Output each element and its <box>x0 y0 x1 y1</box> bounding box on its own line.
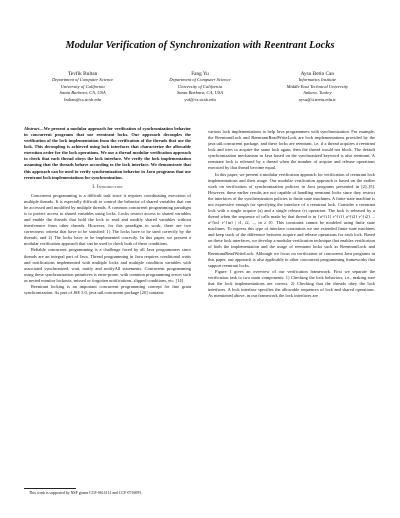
footnote-rule <box>24 488 76 489</box>
author-name: Tevfik Bultan <box>68 71 98 77</box>
author-1 <box>24 71 141 103</box>
footnote: This work is supported by NSF grants CCF-0614112 and CCF-0716095. <box>29 491 143 495</box>
body-paragraph: In this paper, we present a modular verification approach for verification of reentrant lock implementations and their usage. Our modular verification approach is based on the earlier work on verification of synchronization policies in Java programs presented in [2]–[5]. However, these earlier results are not capable of handling reentrant locks since they restrict the interfaces of the synchronization policies to finite state machines. A finite state machine is not expressive enough for specifying the interface of a reentrant lock. Consider a reentrant lock with a single acquire (a) and a single release (r) operation. The lock is released by a thread when the sequence of calls made by that thread is in {a^{i1} r^{i1} a^{i2} r^{i2} ... a^{in} r^{in} | i1, i2, ..., in ≥ 0}. This constraint cannot be modeled using finite state machines. To express this type of interface constraints we use extended finite state machines and keep track of the difference between acquire and release operations for each lock. Based on these lock interfaces, we develop a modular verification technique that enables verification of both the implementation and the usage of reentrant locks such as ReentrantLock and ReentrantReadWriteLock. Although we focus on verification of concurrent Java programs in this paper, our approach is also applicable to other concurrent programming frameworks that support reentrant locks. <box>208 171 375 268</box>
author-inst: Middle East Technical University <box>286 83 349 89</box>
author-dept: Department of Computer Science <box>169 77 231 83</box>
abstract <box>24 126 191 181</box>
author-name: Fang Yu <box>191 71 209 77</box>
author-email: aysu@ii.metu.edu.tr <box>298 96 336 102</box>
author-2 <box>141 71 258 103</box>
author-name: Aysu Betin Can <box>300 71 334 77</box>
author-loc: Santa Barbara, CA, USA <box>59 90 106 96</box>
body-paragraph: Figure 1 gives an overview of our verification framework. First we separate the verification task to two main components: 1) Checking the lock behaviors, i.e., making sure that the lock implementations are correct. 2) Checking that the threads obey the lock interfaces. A lock interface specifies the allowable sequences of lock and shared operations. As mentioned above, in our framework the lock interfaces are <box>208 268 375 299</box>
left-column <box>24 126 191 296</box>
author-loc: Santa Barbara, CA, USA <box>176 90 224 96</box>
abstract-lead: Abstract <box>24 126 40 131</box>
body-paragraph: various lock implementations to help Java programmers with synchronization. For example, the ReentrantLock and ReentrantReadWriteLock are lock implementations provided by the java.util.concurrent package, and these locks are reentrant, i.e, if a thread acquires a reentrant lock and tries to acquire the same lock again, then the thread would not block. The default synchronization mechanism in Java based on the synchronized keyword is also reentrant. A reentrant lock is released by a thread when the number of acquire and release operations executed by that thread become equal. <box>208 129 375 171</box>
section-heading-introduction: I. Introduction <box>92 184 123 190</box>
paper-title: Modular Verification of Synchronization with Reentrant Locks <box>65 40 335 51</box>
body-paragraph: Concurrent programming is a difficult task since it requires coordinating execution of multiple threads. It is especially difficult to control the behavior of shared variables that can be accessed and modified by multiple threads. A common concurrent programming paradigm is to protect access to shared variables using locks. Locks restrict access to shared variables and enable the threads that hold the lock to read and modify shared variables without interference from other threads. However, for this paradigm to work, there are two correctness criteria that have to be satisfied: 1) The locks have to be used correctly by the threads, and 2) The locks have to be implemented correctly. In this paper, we present a modular verification approach that can be used to check both of these conditions. <box>24 192 191 247</box>
author-dept: Department of Computer Science <box>51 77 114 83</box>
abstract-text: —We present a modular approach for verification of synchronization behavior in concurrent programs that use reentrant locks. Our approach decouples the verification of the lock implementation from the verification of the threads that use the lock. This decoupling is achieved using lock interfaces that characterize the allowable execution order for the lock operations. We use a thread modular verification approach to check that each thread obeys the lock interface. We verify the lock implementation assuming that the threads behave according to the lock interface. We demonstrate that this approach can be used to verify synchronization behavior in Java programs that use reentrant lock implementations for synchronization. <box>24 126 191 180</box>
author-loc: Ankara, Turkey <box>303 90 332 96</box>
author-3 <box>259 71 376 103</box>
right-column <box>208 129 375 299</box>
author-inst: University of California <box>60 83 105 89</box>
author-block <box>24 71 376 103</box>
body-paragraph: Reliable concurrent programming is a challenge faced by all Java programmers since threads are an integral part of Java. Thread programming in Java requires conditional waits and notifications implemented with multiple locks and multiple condition variables with associated synchronized, wait, notify and notifyAll statements. Concurrent programming using these synchronization primitives is error-prone, with common programming errors such as nested monitor lockouts, missed or forgotten notifications, slipped conditions, etc. [14]. <box>24 247 191 283</box>
author-dept: Informatics Institute <box>298 77 337 83</box>
author-inst: University of California <box>177 83 223 89</box>
author-email: bultan@cs.ucsb.edu <box>64 96 102 102</box>
author-email: yuf@cs.ucsb.edu <box>184 96 216 102</box>
body-paragraph: Reentrant locking is an important concurrent programming concept for fine grain synchronization. As part of JSE 5.0, java.util.concurrent package [20] contains <box>24 283 191 296</box>
